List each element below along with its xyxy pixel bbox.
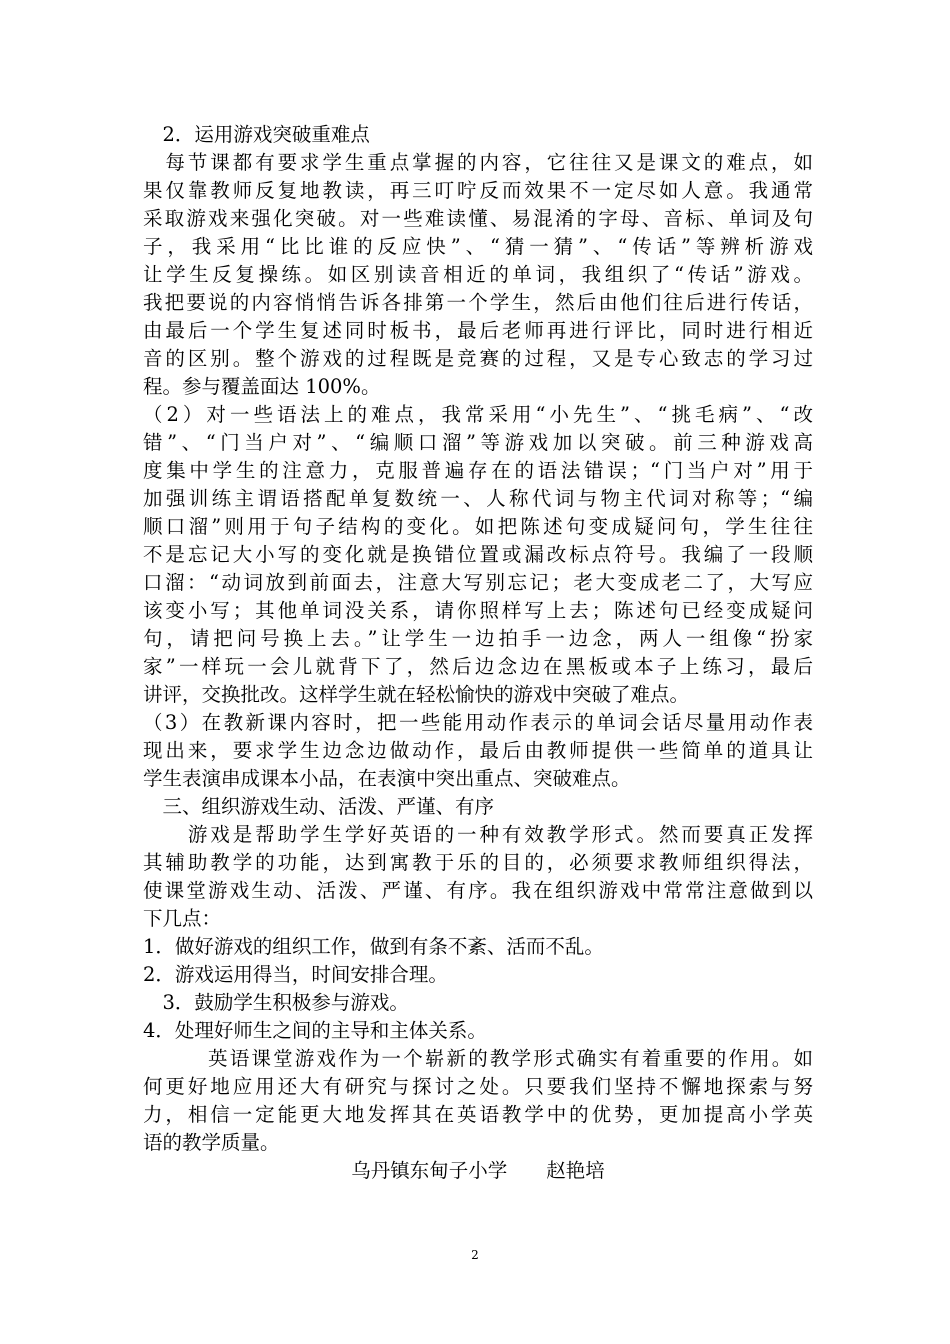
paragraph-line: 音的区别。整个游戏的过程既是竞赛的过程，又是专心致志的学习过 xyxy=(143,347,813,370)
paragraph-line: 该变小写；其他单词没关系，请你照样写上去；陈述句已经变成疑问 xyxy=(143,599,813,622)
list-item: 4．处理好师生之间的主导和主体关系。 xyxy=(143,1019,487,1042)
paragraph-line: 程。参与覆盖面达 100%。 xyxy=(143,375,381,398)
paragraph-line: 错”、“门当户对”、“编顺口溜”等游戏加以突破。前三种游戏高 xyxy=(143,431,813,454)
list-item: 3．鼓励学生积极参与游戏。 xyxy=(143,991,409,1014)
list-item: 2．游戏运用得当，时间安排合理。 xyxy=(143,963,448,986)
paragraph-line: 学生表演串成课本小品，在表演中突出重点、突破难点。 xyxy=(143,767,631,790)
paragraph-line: 顺口溜”则用于句子结构的变化。如把陈述句变成疑问句，学生往往 xyxy=(143,515,813,538)
paragraph-line: 语的教学质量。 xyxy=(143,1131,280,1154)
section-heading: 三、组织游戏生动、活泼、严谨、有序 xyxy=(143,795,495,818)
paragraph-line: 力，相信一定能更大地发挥其在英语教学中的优势，更加提高小学英 xyxy=(143,1103,813,1126)
paragraph-line: 讲评，交换批改。这样学生就在轻松愉快的游戏中突破了难点。 xyxy=(143,683,690,706)
paragraph-line: 游戏是帮助学生学好英语的一种有效教学形式。然而要真正发挥 xyxy=(143,823,813,846)
paragraph-line: 其辅助教学的功能，达到寓教于乐的目的，必须要求教师组织得法， xyxy=(143,851,813,874)
paragraph-line: 现出来，要求学生边念边做动作，最后由教师提供一些简单的道具让 xyxy=(143,739,813,762)
paragraph-line: 果仅靠教师反复地教读，再三叮咛反而效果不一定尽如人意。我通常 xyxy=(143,179,813,202)
paragraph-line: 英语课堂游戏作为一个崭新的教学形式确实有着重要的作用。如 xyxy=(143,1047,813,1070)
paragraph-line: 让学生反复操练。如区别读音相近的单词，我组织了“传话”游戏。 xyxy=(143,263,813,286)
paragraph-line: 我把要说的内容悄悄告诉各排第一个学生，然后由他们往后进行传话， xyxy=(143,291,813,314)
list-item: 1．做好游戏的组织工作，做到有条不紊、活而不乱。 xyxy=(143,935,604,958)
paragraph-line: 每节课都有要求学生重点掌握的内容，它往往又是课文的难点，如 xyxy=(143,151,813,174)
paragraph-line: 子，我采用“比比谁的反应快”、“猜一猜”、“传话”等辨析游戏 xyxy=(143,235,813,258)
author-signature: 乌丹镇东甸子小学 赵艳培 xyxy=(351,1159,605,1182)
paragraph-line: 采取游戏来强化突破。对一些难读懂、易混淆的字母、音标、单词及句 xyxy=(143,207,813,230)
paragraph-line: 家”一样玩一会儿就背下了，然后边念边在黑板或本子上练习，最后 xyxy=(143,655,813,678)
paragraph-line: 句，请把问号换上去。”让学生一边拍手一边念，两人一组像“扮家 xyxy=(143,627,813,650)
paragraph-line: 何更好地应用还大有研究与探讨之处。只要我们坚持不懈地探索与努 xyxy=(143,1075,813,1098)
paragraph-line: （3）在教新课内容时，把一些能用动作表示的单词会话尽量用动作表 xyxy=(143,711,813,734)
paragraph-line: 口溜：“动词放到前面去，注意大写别忘记；老大变成老二了，大写应 xyxy=(143,571,813,594)
paragraph-line: 度集中学生的注意力，克服普遍存在的语法错误；“门当户对”用于 xyxy=(143,459,813,482)
paragraph-line: （2）对一些语法上的难点，我常采用“小先生”、“挑毛病”、“改 xyxy=(143,403,813,426)
paragraph-line: 由最后一个学生复述同时板书，最后老师再进行评比，同时进行相近 xyxy=(143,319,813,342)
paragraph-line: 不是忘记大小写的变化就是换错位置或漏改标点符号。我编了一段顺 xyxy=(143,543,813,566)
section-heading: 2．运用游戏突破重难点 xyxy=(143,123,370,146)
paragraph-line: 下几点： xyxy=(143,907,222,930)
paragraph-line: 使课堂游戏生动、活泼、严谨、有序。我在组织游戏中常常注意做到以 xyxy=(143,879,813,902)
page-number: 2 xyxy=(471,1248,479,1262)
paragraph-line: 加强训练主谓语搭配单复数统一、人称代词与物主代词对称等；“编 xyxy=(143,487,813,510)
